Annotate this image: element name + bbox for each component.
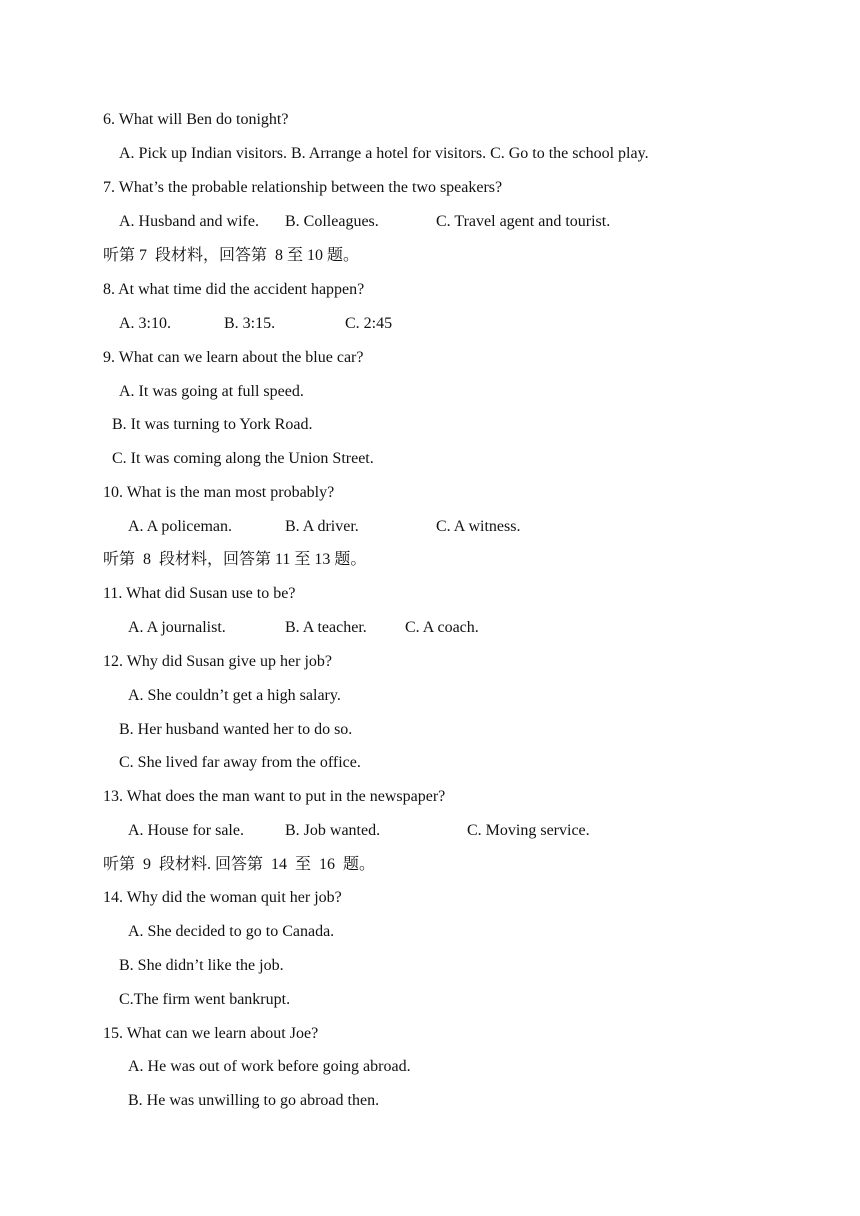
section-8-heading: 听第 8 段材料，回答第 11 至 13 题。 — [103, 551, 367, 568]
question-11-option-b: B. A teacher. — [285, 619, 367, 636]
section-7-heading: 听第 7 段材料，回答第 8 至 10 题。 — [103, 247, 360, 264]
section-9-heading: 听第 9 段材料. 回答第 14 至 16 题。 — [103, 856, 376, 873]
question-9-option-c: C. It was coming along the Union Street. — [112, 450, 374, 467]
question-9-option-a: A. It was going at full speed. — [119, 383, 304, 400]
question-11: 11. What did Susan use to be? — [103, 585, 296, 602]
question-6: 6. What will Ben do tonight? — [103, 111, 289, 128]
question-12: 12. Why did Susan give up her job? — [103, 653, 333, 670]
question-9: 9. What can we learn about the blue car? — [103, 349, 364, 366]
question-7-option-c: C. Travel agent and tourist. — [436, 213, 611, 230]
question-10-option-c: C. A witness. — [436, 518, 521, 535]
question-7-option-a: A. Husband and wife. — [119, 213, 259, 230]
question-8: 8. At what time did the accident happen? — [103, 281, 365, 298]
question-10-option-a: A. A policeman. — [128, 518, 232, 535]
question-12-option-c: C. She lived far away from the office. — [119, 754, 361, 771]
question-15-option-a: A. He was out of work before going abroad. — [128, 1058, 411, 1075]
question-14-option-c: C.The firm went bankrupt. — [119, 991, 291, 1008]
question-10-option-b: B. A driver. — [285, 518, 359, 535]
question-8-option-b: B. 3:15. — [224, 315, 276, 332]
question-7: 7. What’s the probable relationship between the two speakers? — [103, 179, 503, 196]
question-15-option-b: B. He was unwilling to go abroad then. — [128, 1092, 380, 1109]
question-14-option-a: A. She decided to go to Canada. — [128, 923, 335, 940]
question-10: 10. What is the man most probably? — [103, 484, 335, 501]
question-6-options: A. Pick up Indian visitors. B. Arrange a hotel for visitors. C. Go to the school play. — [119, 145, 649, 162]
question-14: 14. Why did the woman quit her job? — [103, 889, 342, 906]
question-9-option-b: B. It was turning to York Road. — [112, 416, 313, 433]
question-7-option-b: B. Colleagues. — [285, 213, 379, 230]
question-13: 13. What does the man want to put in the newspaper? — [103, 788, 446, 805]
question-14-option-b: B. She didn’t like the job. — [119, 957, 284, 974]
question-8-option-c: C. 2:45 — [345, 315, 393, 332]
question-8-option-a: A. 3:10. — [119, 315, 171, 332]
question-11-option-a: A. A journalist. — [128, 619, 226, 636]
question-13-option-b: B. Job wanted. — [285, 822, 381, 839]
question-13-option-a: A. House for sale. — [128, 822, 244, 839]
question-12-option-a: A. She couldn’t get a high salary. — [128, 687, 341, 704]
question-15: 15. What can we learn about Joe? — [103, 1025, 319, 1042]
question-12-option-b: B. Her husband wanted her to do so. — [119, 721, 353, 738]
question-13-option-c: C. Moving service. — [467, 822, 590, 839]
question-11-option-c: C. A coach. — [405, 619, 479, 636]
